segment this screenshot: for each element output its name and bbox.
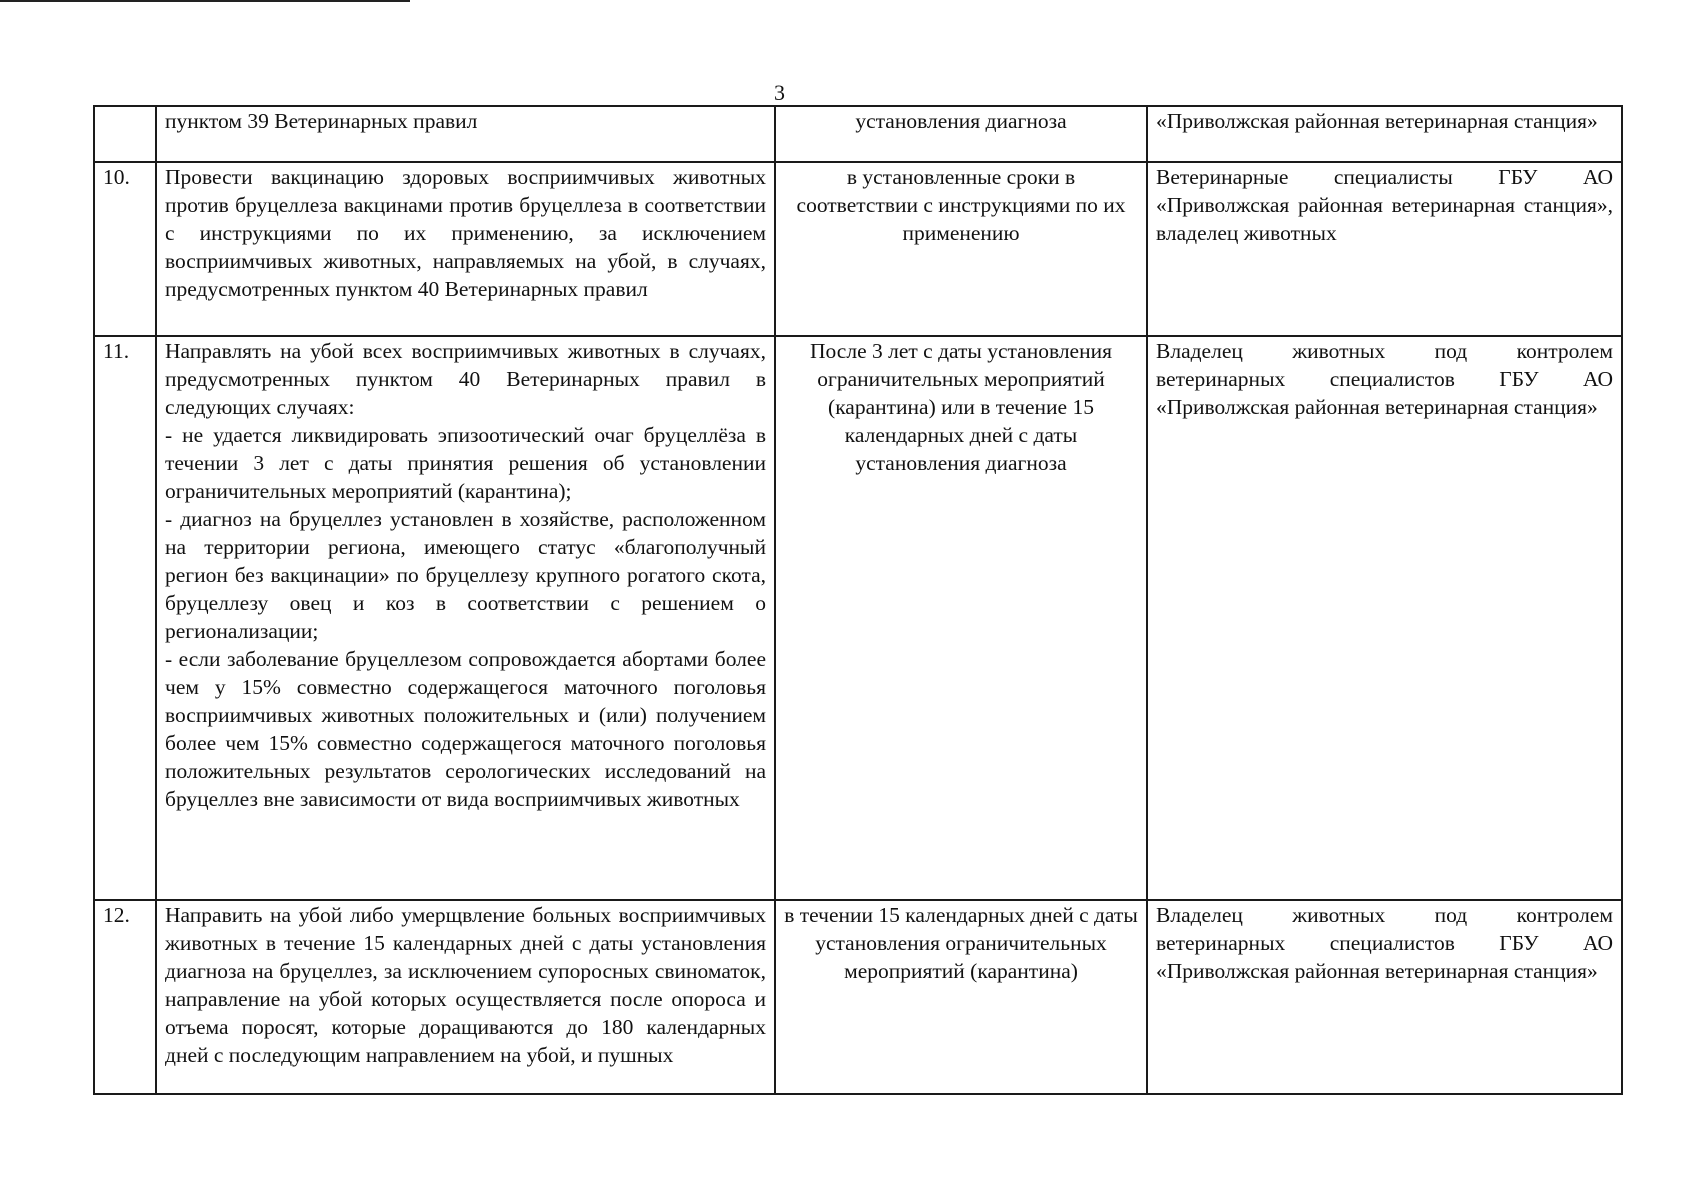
measure-cell	[156, 336, 775, 900]
term-cell: в установленные сроки в соответствии с инструкциями по их применению	[775, 162, 1147, 336]
measure-text: пунктом 39 Ветеринарных правил	[165, 109, 478, 133]
table-row	[94, 162, 1622, 336]
measure-bullet: - не удается ликвидировать эпизоотический очаг бруцеллёза в течении 3 лет с даты принятия решения об установлении ограничительных мероприятий (карантина);	[165, 423, 766, 503]
measure-cell	[156, 106, 775, 162]
measure-bullet: - если заболевание бруцеллезом сопровождается абортами более чем у 15% совместно содержащегося маточного поголовья восприимчивых животных положительных и (или) получением более чем 15% совместно содержащегося маточного поголовья положительных результатов серологических исследований на бруцеллез вне зависимости от вида восприимчивых животных	[165, 647, 766, 811]
row-number	[94, 106, 156, 162]
table-row	[94, 900, 1622, 1094]
executor-cell	[1147, 900, 1622, 1094]
executor-text: Владелец животных под контролем ветеринарных специалистов ГБУ АО «Приволжская районная ветеринарная станция»	[1156, 339, 1613, 419]
table-row	[94, 336, 1622, 900]
row-number: 10.	[94, 162, 156, 336]
measures-table	[93, 105, 1623, 1095]
executor-text: Владелец животных под контролем ветеринарных специалистов ГБУ АО «Приволжская районная ветеринарная станция»	[1156, 903, 1613, 983]
measure-text: Направить на убой либо умерщвление больных восприимчивых животных в течение 15 календарных дней с даты установления диагноза на бруцеллез, за исключением супоросных свиноматок, направление на убой которых осуществляется после опороса и отъема поросят, которые доращиваются до 180 календарных дней с последующим направлением на убой, и пушных	[165, 903, 766, 1067]
measure-cell	[156, 162, 775, 336]
executor-text: Ветеринарные специалисты ГБУ АО «Приволжская районная ветеринарная станция», владелец животных	[1156, 165, 1613, 245]
term-cell: установления диагноза	[775, 106, 1147, 162]
measure-bullet: - диагноз на бруцеллез установлен в хозяйстве, расположенном на территории региона, имеющего статус «благополучный регион без вакцинации» по бруцеллезу крупного рогатого скота, бруцеллезу овец и коз в соответствии с решением о регионализации;	[165, 507, 766, 643]
measure-cell	[156, 900, 775, 1094]
page-number: 3	[774, 80, 785, 105]
row-number: 12.	[94, 900, 156, 1094]
executor-cell	[1147, 336, 1622, 900]
measure-text: Направлять на убой всех восприимчивых животных в случаях, предусмотренных пунктом 40 Ветеринарных правил в следующих случаях:	[165, 339, 766, 419]
term-cell: в течении 15 календарных дней с даты установления ограничительных мероприятий (карантина)	[775, 900, 1147, 1094]
executor-cell	[1147, 106, 1622, 162]
top-edge-rule	[0, 0, 410, 2]
measure-text: Провести вакцинацию здоровых восприимчивых животных против бруцеллеза вакцинами против бруцеллеза в соответствии с инструкциями по их применению, за исключением восприимчивых животных, направляемых на убой, в случаях, предусмотренных пунктом 40 Ветеринарных правил	[165, 165, 766, 301]
executor-text: «Приволжская районная ветеринарная станция»	[1156, 109, 1598, 133]
row-number: 11.	[94, 336, 156, 900]
table-row	[94, 106, 1622, 162]
executor-cell	[1147, 162, 1622, 336]
term-cell: После 3 лет с даты установления ограничительных мероприятий (карантина) или в течение 15 календарных дней с даты установления диагноза	[775, 336, 1147, 900]
